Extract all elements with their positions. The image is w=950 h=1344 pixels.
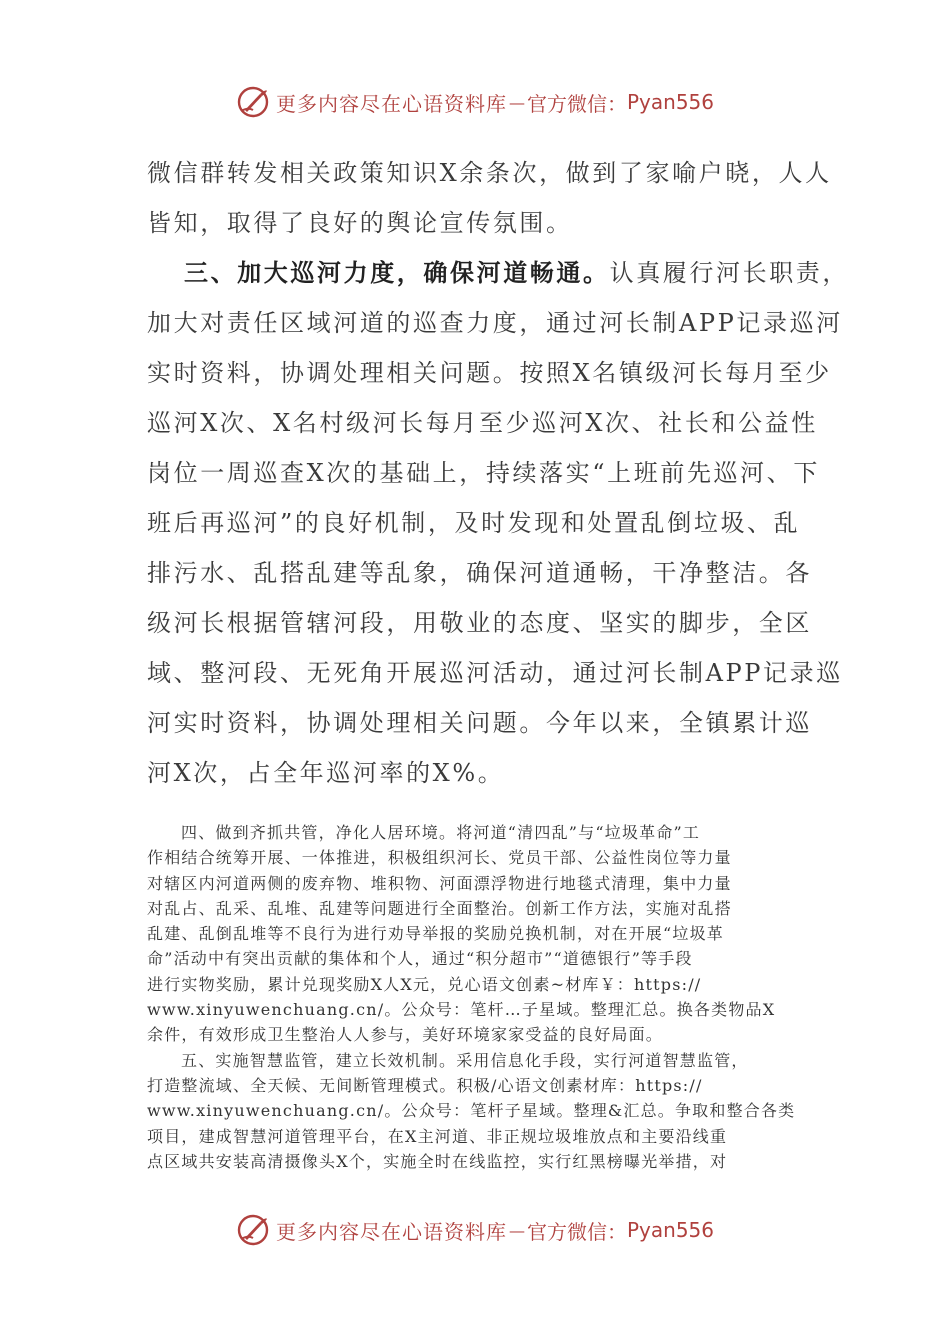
- quill-logo-icon: [236, 85, 270, 119]
- text-line: 河实时资料，协调处理相关问题。今年以来，全镇累计巡: [147, 709, 812, 737]
- text-line: 级河长根据管辖河段，用敬业的态度、坚实的脚步，全区: [147, 609, 812, 637]
- section-three-first-line: [147, 248, 850, 298]
- main-large-text: [147, 148, 850, 798]
- text-line: 河X次，占全年巡河率的X%。: [147, 759, 505, 787]
- section-five-line: www.xinyuwenchuang.cn/。公众号：笔杆子星域。整理&汇总。争取和整合各类: [147, 1101, 796, 1121]
- section-five-line: 打造整流域、全天候、无间断管理模式。积极/心语文创素材库：https://: [147, 1075, 703, 1095]
- section-four-line: 对乱占、乱采、乱堆、乱建等问题进行全面整治。创新工作方法，实施对乱搭: [147, 898, 732, 918]
- banner-separator: —: [508, 92, 525, 112]
- banner-title: 更多内容尽在心语资料库: [275, 1219, 507, 1244]
- banner-separator: —: [508, 1220, 525, 1240]
- text-line: 加大对责任区域河道的巡查力度，通过河长制APP记录巡河: [147, 309, 843, 337]
- section-four-line: 进行实物奖励，累计兑现奖励X人X元，兑心语文创素~材库￥：https://: [147, 974, 702, 994]
- section-five-line: 项目，建成智慧河道管理平台，在X主河道、非正规垃圾堆放点和主要沿线重: [147, 1126, 728, 1146]
- main-small-text: [147, 820, 812, 1174]
- header-banner: [0, 82, 950, 122]
- section-five-line: 五、实施智慧监管，建立长效机制。采用信息化手段，实行河道智慧监管，: [181, 1050, 749, 1070]
- text-line: 岗位一周巡查X次的基础上，持续落实“上班前先巡河、下: [147, 459, 820, 487]
- text-line: 实时资料，协调处理相关问题。按照X名镇级河长每月至少: [147, 359, 832, 387]
- section-five-line: 点区域共安装高清摄像头X个，实施全时在线监控，实行红黑榜曝光举措，对: [147, 1151, 728, 1171]
- text-line: 巡河X次、X名村级河长每月至少巡河X次、社长和公益性: [147, 409, 818, 437]
- section-four-line: 余件，有效形成卫生整治人人参与，美好环境家家受益的良好局面。: [147, 1025, 664, 1045]
- section-four-line: 对辖区内河道两侧的废弃物、堆积物、河面漂浮物进行地毯式清理，集中力量: [147, 873, 732, 893]
- banner-wechat-label: 官方微信：: [526, 1219, 627, 1244]
- section-four-line: 命”活动中有突出贡献的集体和个人，通过“积分超市”“道德银行”等手段: [147, 949, 693, 969]
- text-line: 班后再巡河”的良好机制，及时发现和处置乱倒垃圾、乱: [147, 509, 801, 537]
- section-three-heading: 三、加大巡河力度，确保河道畅通。: [184, 258, 610, 287]
- quill-logo-icon: [236, 1213, 270, 1247]
- section-three-lead: 认真履行河长职责，: [609, 259, 850, 287]
- banner-wechat-id: Pyan556: [626, 1218, 714, 1242]
- banner-wechat-id: Pyan556: [626, 90, 714, 114]
- text-line: 微信群转发相关政策知识X余条次，做到了家喻户晓，人人: [147, 159, 832, 187]
- section-four-line: www.xinyuwenchuang.cn/。公众号：笔杆…子星域。整理汇总。换各类物品X: [147, 1000, 776, 1020]
- banner-title: 更多内容尽在心语资料库: [275, 91, 507, 116]
- section-four-line: 作相结合统筹开展、一体推进，积极组织河长、党员干部、公益性岗位等力量: [147, 848, 732, 868]
- text-line: 排污水、乱搭乱建等乱象，确保河道通畅，干净整洁。各: [147, 559, 812, 587]
- text-line: 皆知，取得了良好的舆论宣传氛围。: [147, 209, 573, 237]
- banner-wechat-label: 官方微信：: [526, 91, 627, 116]
- section-four-line: 乱建、乱倒乱堆等不良行为进行劝导举报的奖励兑换机制，对在开展“垃圾革: [147, 924, 724, 944]
- section-four-line: 四、做到齐抓共管，净化人居环境。将河道“清四乱”与“垃圾革命”工: [181, 823, 701, 842]
- footer-banner: [0, 1210, 950, 1250]
- text-line: 域、整河段、无死角开展巡河活动，通过河长制APP记录巡: [147, 659, 843, 687]
